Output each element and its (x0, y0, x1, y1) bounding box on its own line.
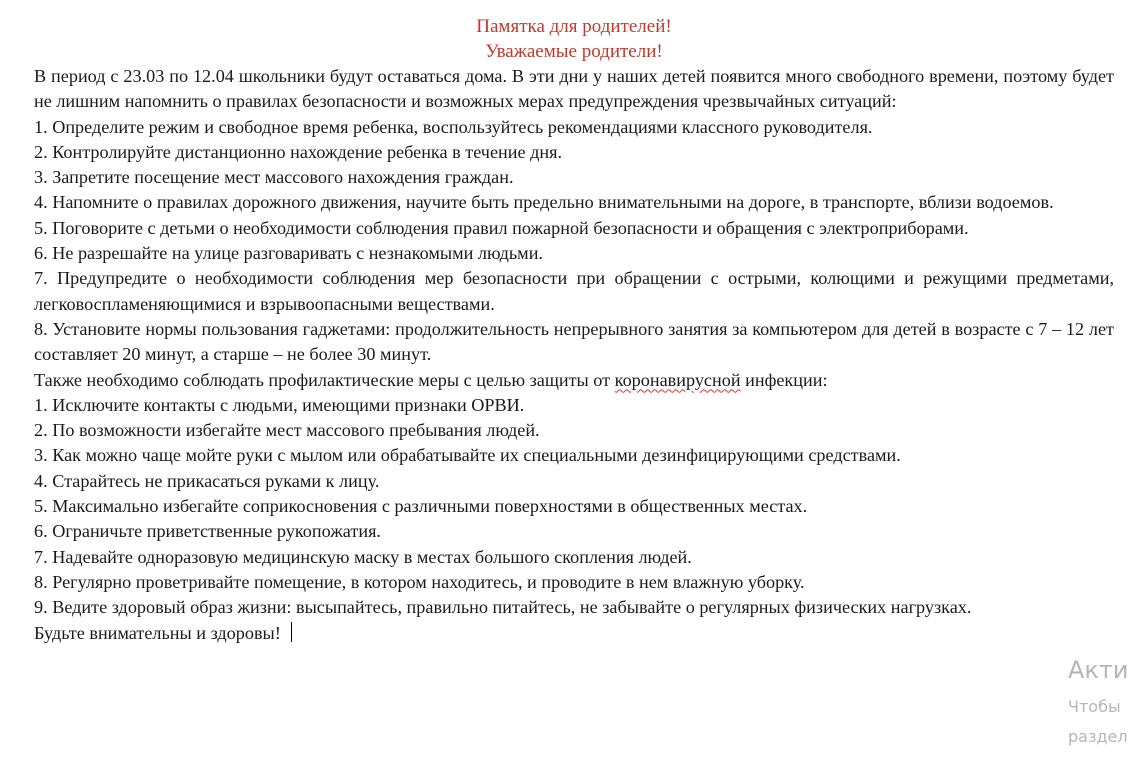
covid-item-2: 2. По возможности избегайте мест массового пребывания людей. (34, 420, 540, 441)
safety-item-8: 8. Установите нормы пользования гаджетами: продолжительность непрерывного занятия за компьютером для детей в возрасте с 7 – 12 лет составляет 20 минут, а старше – не более 30 минут. (34, 318, 1114, 365)
intro-paragraph: В период с 23.03 по 12.04 школьники будут оставаться дома. В эти дни у наших детей появится много свободного времени, поэтому будет не лишним напомнить о правилах безопасности и возможных мерах предупреждения чрезвычайных ситуаций: (34, 66, 1114, 112)
covid-intro-after: инфекции: (740, 369, 828, 390)
activation-watermark-line-2: Чтобы (1068, 697, 1121, 716)
safety-item-3: 3. Запретите посещение мест массового нахождения граждан. (34, 167, 514, 188)
spellcheck-underlined-word: коронавирусной (614, 369, 741, 390)
covid-item-9: 9. Ведите здоровый образ жизни: высыпайтесь, правильно питайтесь, не забывайте о регулярных физических нагрузках. (34, 597, 972, 618)
text-cursor (291, 622, 292, 642)
safety-item-5: 5. Поговорите с детьми о необходимости соблюдения правил пожарной безопасности и обращения с электроприборами. (34, 217, 969, 238)
safety-item-2: 2. Контролируйте дистанционно нахождение ребенка в течение дня. (34, 141, 563, 162)
safety-item-4: 4. Напомните о правилах дорожного движения, научите быть предельно внимательными на дороге, в транспорте, вблизи водоемов. (34, 192, 1054, 213)
covid-intro-before: Также необходимо соблюдать профилактические меры с целью защиты от (34, 369, 615, 390)
activation-watermark-line-1: Акти (1068, 656, 1129, 684)
covid-item-1: 1. Исключите контакты с людьми, имеющими признаки ОРВИ. (34, 394, 525, 415)
safety-item-6: 6. Не разрешайте на улице разговаривать с незнакомыми людьми. (34, 243, 543, 264)
title-line-2: Уважаемые родители! (485, 41, 663, 62)
safety-item-7: 7. Предупредите о необходимости соблюдения мер безопасности при обращении с острыми, колющими и режущими предметами, легковоспламеняющимися и взрывоопасными веществами. (34, 268, 1114, 314)
covid-item-5: 5. Максимально избегайте соприкосновения с различными поверхностями в общественных местах. (34, 496, 808, 517)
closing-text: Будьте внимательны и здоровы! (34, 622, 281, 643)
document-page (34, 14, 1114, 646)
covid-item-6: 6. Ограничьте приветственные рукопожатия. (34, 521, 381, 542)
title-line-1: Памятка для родителей! (476, 16, 672, 37)
covid-item-8: 8. Регулярно проветривайте помещение, в котором находитесь, и проводите в нем влажную уборку. (34, 571, 805, 592)
covid-item-4: 4. Старайтесь не прикасаться руками к лицу. (34, 470, 380, 491)
safety-list (34, 115, 1114, 368)
covid-item-7: 7. Надевайте одноразовую медицинскую маску в местах большого скопления людей. (34, 546, 692, 567)
covid-intro-paragraph (34, 368, 1114, 393)
covid-item-3: 3. Как можно чаще мойте руки с мылом или обрабатывайте их специальными дезинфицирующими средствами. (34, 445, 901, 466)
closing-paragraph[interactable] (34, 621, 1114, 646)
document-title (34, 14, 1114, 64)
activation-watermark-line-3: раздел (1068, 727, 1128, 746)
covid-list (34, 393, 1114, 621)
safety-item-1: 1. Определите режим и свободное время ребенка, воспользуйтесь рекомендациями классного руководителя. (34, 116, 873, 137)
